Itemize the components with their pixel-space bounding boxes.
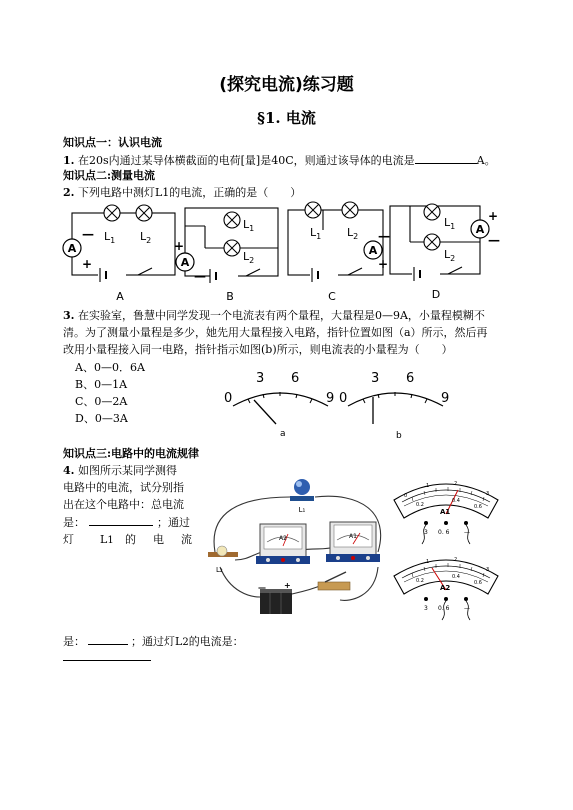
q2-body: 下列电路中测灯L1的电流，正确的是（ ） (77, 186, 302, 199)
meter-a1-name: A1 (440, 508, 451, 516)
lamp-label-b2: $L_2$ (243, 250, 255, 265)
lamp-label-b1: $L_1$ (243, 218, 255, 233)
q4-l2-blank[interactable] (63, 660, 151, 661)
meter-a2-name: A2 (440, 584, 451, 592)
meter-a1-inner-2: 0.6 (474, 504, 482, 510)
meter-label-c: A (368, 244, 378, 257)
meter-a2-dial (394, 557, 498, 620)
q3-option-b: B、0—1A (75, 378, 128, 391)
q3-option-c: C、0—2A (75, 395, 128, 408)
lamp-label-a1: $L_1$ (104, 230, 116, 245)
q3-text-1: 在实验室，鲁慧中同学发现一个电流表有两个量程，大量程是0—9A，小量程模糊不 (77, 309, 485, 322)
sign-c-minus: — (378, 229, 390, 243)
q4-l1-blank[interactable] (88, 634, 128, 645)
meter-a1-terminal-06: 0. 6 (438, 529, 450, 536)
photo-meter-a2-label: A2 (279, 535, 287, 542)
meter-a2-outer-2: 2 (454, 557, 458, 563)
photo-lamp-l2-label: L₂ (216, 566, 223, 574)
meter-a1-outer-0: 0 (404, 493, 408, 499)
lamp-label-c1: $L_1$ (310, 226, 322, 241)
q4-meter-dials (390, 470, 514, 630)
dial-b-tick-9: 9 (441, 391, 450, 406)
photo-lamp-l1-label: L₁ (298, 506, 306, 514)
meter-label-d: A (475, 223, 485, 236)
dial-b-tick-0: 0 (339, 391, 348, 406)
meter-a1-inner-0: 0.2 (416, 502, 424, 508)
dial-a-label: a (280, 429, 286, 439)
meter-a2-outer-3: 3 (486, 567, 490, 573)
dial-a-tick-3: 3 (256, 371, 265, 386)
lamp-label-d1: $L_1$ (444, 216, 456, 231)
sign-b-minus: — (194, 269, 206, 283)
meter-a1-terminal-minus: — (464, 529, 470, 536)
meter-label-a: A (67, 242, 77, 255)
meter-a2-terminal-3: 3 (424, 605, 428, 612)
dial-a-tick-0: 0 (224, 391, 233, 406)
q3-dials-figure (218, 362, 478, 442)
q2-circuits-figure (60, 198, 500, 306)
meter-a1-outer-2: 2 (454, 481, 458, 487)
photo-meter-a1 (326, 522, 380, 562)
q3-line3: 改用小量程接入同一电路，指针指示如图(b)所示，则电流表的小量程为（ ） (63, 343, 453, 356)
dial-a-tick-9: 9 (326, 391, 335, 406)
photo-lamp-l1 (290, 479, 314, 501)
meter-a1-inner-1: 0.4 (452, 498, 460, 504)
circuit-label-b: B (226, 290, 234, 303)
photo-meter-a1-label: A1 (349, 533, 357, 540)
q4-text-1: 如图所示某同学测得 (77, 464, 177, 477)
q1-body: 在20s内通过某导体横截面的电荷[量]是40C，则通过该导体的电流是 (77, 154, 415, 167)
sign-d-plus: + (488, 209, 499, 223)
kp1-heading: 知识点一：认识电流 (63, 136, 162, 149)
q4-line1 (63, 464, 177, 478)
q4-line2: 电路中的电流，试分别指 (63, 481, 184, 494)
q4-l2-label: ；通过灯L (131, 635, 183, 648)
circuit-label-a: A (116, 290, 124, 303)
q3-option-a: A、0—0．6A (75, 361, 145, 374)
sign-b-plus: + (174, 239, 185, 253)
dial-b-tick-6: 6 (406, 371, 415, 386)
circuit-label-c: C (328, 290, 336, 303)
meter-a2-inner-2: 0.6 (474, 580, 482, 586)
q4-total-label: 是： (63, 516, 85, 529)
meter-a2-outer-1: 1 (426, 559, 430, 565)
q4-dian: 电 (153, 533, 164, 546)
meter-a2-terminal-06: 0. 6 (438, 605, 450, 612)
dial-a-tick-6: 6 (291, 371, 300, 386)
q1-unit: A。 (476, 154, 496, 167)
q3-line2: 清。为了测量小量程是多少，她先用大量程接入电路，指针位置如图（a）所示，然后再 (63, 326, 488, 339)
q1-text (63, 153, 496, 168)
q4-lamp-word: 灯 (63, 533, 74, 546)
meter-a1-outer-3: 3 (486, 491, 490, 497)
q2-number: 2. (63, 186, 75, 199)
q3-number: 3. (63, 309, 75, 322)
q4-l2-label-end: 的电流是： (188, 635, 244, 648)
q4-through-label: ；通过 (157, 516, 190, 529)
meter-a1-dial (394, 481, 498, 544)
photo-lamp-l2 (208, 546, 238, 557)
q4-line4 (63, 515, 190, 530)
q4-l2-sub: 2 (182, 637, 189, 648)
circuit-label-d: D (431, 288, 441, 301)
q4-line3: 出在这个电路中：总电流 (63, 498, 184, 511)
q1-answer-blank[interactable] (415, 153, 477, 164)
q4-l1-label: 是： (63, 635, 85, 648)
q4-de-1: 的 (125, 533, 136, 546)
q4-bottom-line (63, 634, 244, 650)
dial-a-needle (254, 400, 276, 424)
meter-a1-terminal-3: 3 (424, 529, 428, 536)
dial-b-tick-3: 3 (371, 371, 380, 386)
q3-option-d: D、0—3A (75, 412, 128, 425)
sign-a-minus: — (82, 227, 94, 241)
lamp-label-a2: $L_2$ (140, 230, 152, 245)
kp2-heading: 知识点二:测量电流 (63, 169, 156, 182)
sign-a-plus: + (82, 257, 93, 271)
dial-b-label: b (396, 431, 402, 441)
photo-battery-plus: + (284, 581, 291, 590)
meter-a1-outer-1: 1 (426, 483, 430, 489)
photo-battery-minus: — (258, 583, 266, 592)
page-title: (探究电流)练习题 (219, 75, 354, 95)
meter-label-b: A (180, 256, 190, 269)
kp3-heading: 知识点三:电路中的电流规律 (63, 447, 200, 460)
photo-battery (260, 589, 292, 614)
meter-a2-inner-1: 0.4 (452, 574, 460, 580)
photo-switch (318, 572, 350, 590)
photo-meter-a2 (256, 524, 310, 564)
q4-number: 4. (63, 464, 75, 477)
sign-d-minus: — (488, 233, 500, 247)
q3-line1 (63, 309, 485, 323)
q1-number: 1. (63, 154, 75, 167)
q4-lamp-l1: L1 (100, 533, 114, 546)
q4-liu: 流 (181, 533, 192, 546)
meter-a2-terminal-minus: — (464, 605, 470, 612)
meter-a2-inner-0: 0.2 (416, 578, 424, 584)
q4-total-blank[interactable] (89, 515, 153, 526)
section-title: §1. 电流 (257, 109, 316, 127)
q4-circuit-photo (200, 472, 392, 622)
sign-c-plus: + (378, 257, 389, 271)
lamp-label-c2: $L_2$ (347, 226, 359, 241)
lamp-label-d2: $L_2$ (444, 248, 456, 263)
